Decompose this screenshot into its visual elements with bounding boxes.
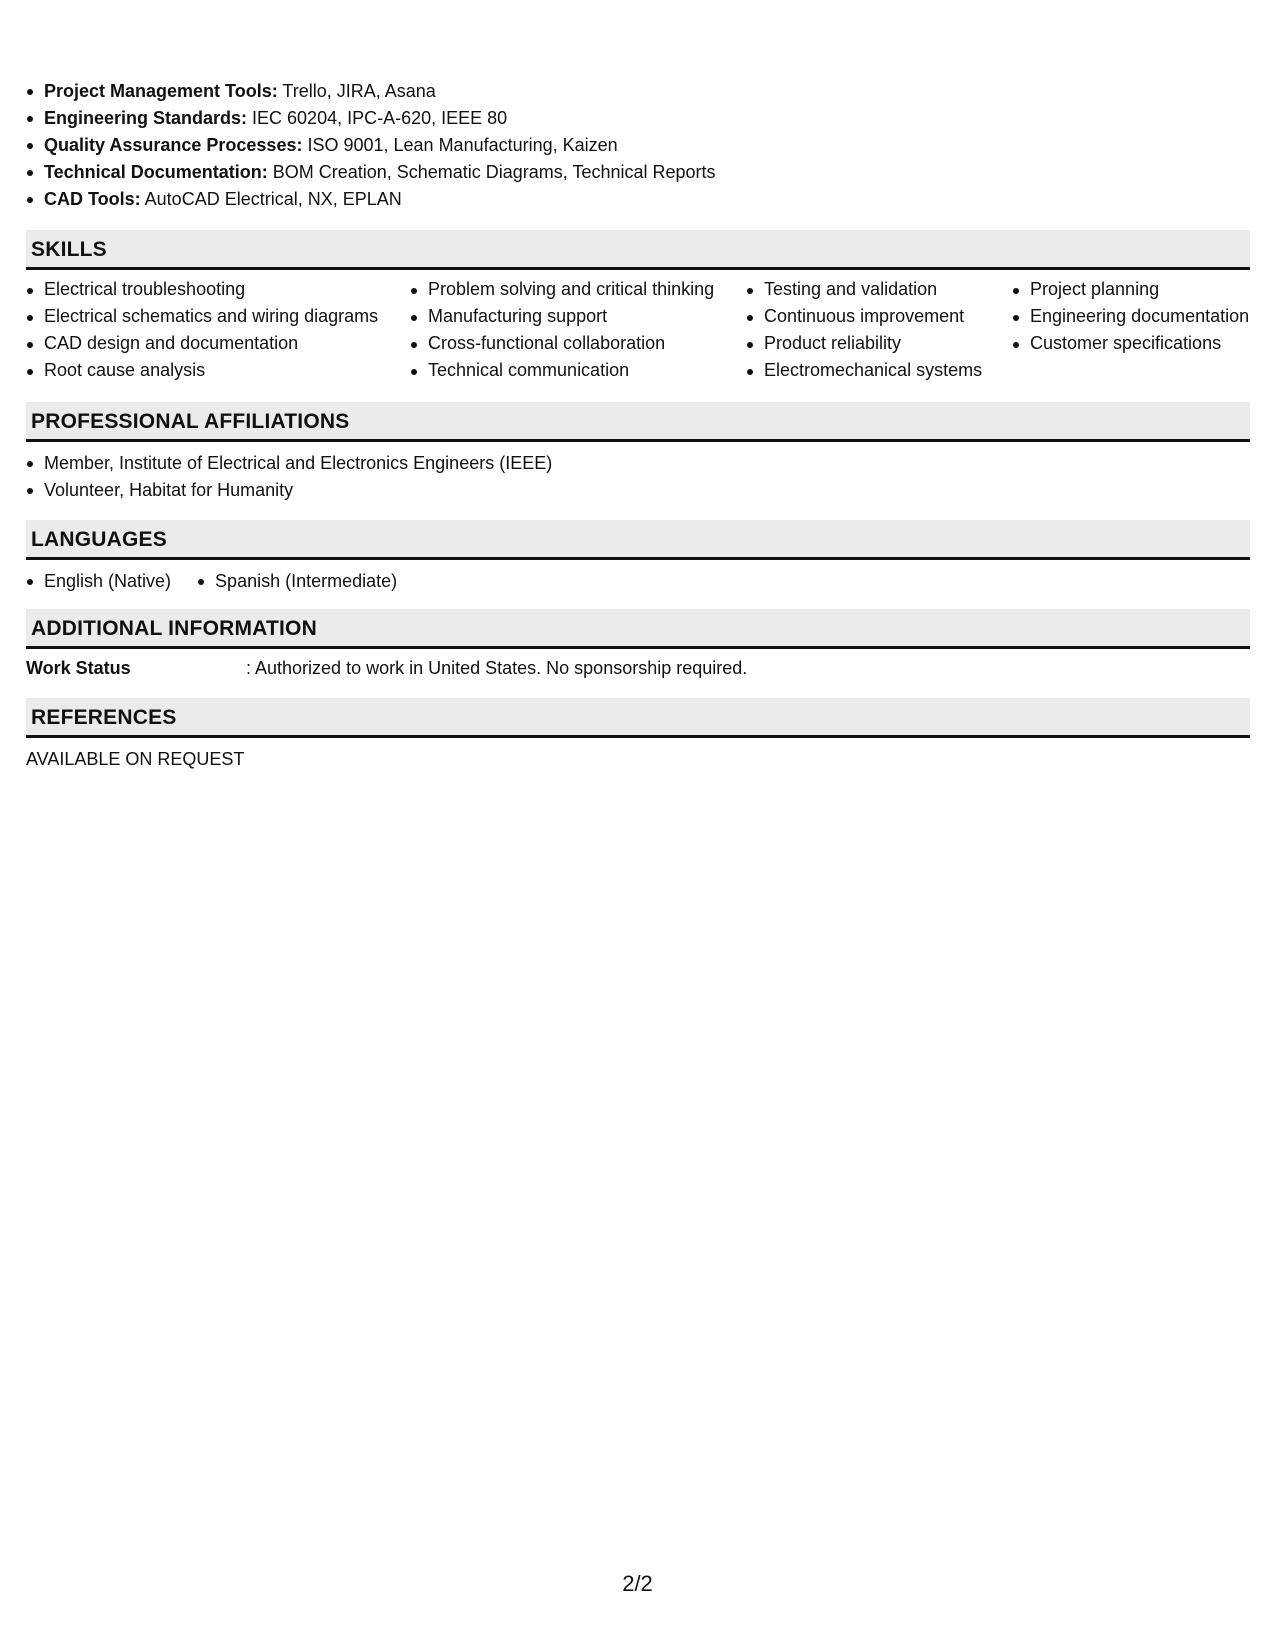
tool-item-quality-assurance: Quality Assurance Processes: ISO 9001, Lean Manufacturing, Kaizen: [26, 132, 1250, 159]
affiliations-list: [26, 450, 1250, 504]
references-heading: REFERENCES: [26, 698, 1250, 738]
work-status-label: Work Status: [26, 658, 131, 678]
skills-column-4: [1012, 277, 1250, 385]
tools-list: [26, 78, 1250, 213]
languages-list: [26, 568, 1250, 595]
page-number: 2/2: [622, 1571, 653, 1596]
skill-item: Electromechanical systems: [746, 358, 1012, 383]
skill-item: Customer specifications: [1012, 331, 1250, 356]
affiliations-heading: PROFESSIONAL AFFILIATIONS: [26, 402, 1250, 442]
affiliation-item: Volunteer, Habitat for Humanity: [26, 477, 1250, 504]
skill-item: Product reliability: [746, 331, 1012, 356]
skill-item: Manufacturing support: [410, 304, 746, 329]
tool-item-cad-tools: CAD Tools: AutoCAD Electrical, NX, EPLAN: [26, 186, 1250, 213]
skill-item: Continuous improvement: [746, 304, 1012, 329]
skills-heading: SKILLS: [26, 230, 1250, 270]
skill-item: Problem solving and critical thinking: [410, 277, 746, 302]
work-status-value: : Authorized to work in United States. No sponsorship required.: [246, 658, 748, 678]
languages-heading: LANGUAGES: [26, 520, 1250, 560]
language-item: Spanish (Intermediate): [197, 568, 397, 595]
tool-item-technical-documentation: Technical Documentation: BOM Creation, Schematic Diagrams, Technical Reports: [26, 159, 1250, 186]
skills-grid: [26, 277, 1250, 385]
work-status-row: [26, 655, 1250, 682]
tool-item-engineering-standards: Engineering Standards: IEC 60204, IPC-A-620, IEEE 80: [26, 105, 1250, 132]
skill-item: Cross-functional collaboration: [410, 331, 746, 356]
resume-page: [26, 78, 1250, 773]
language-item: English (Native): [26, 568, 171, 595]
references-text: AVAILABLE ON REQUEST: [26, 749, 245, 769]
skill-item: CAD design and documentation: [26, 331, 410, 356]
skill-item: Root cause analysis: [26, 358, 410, 383]
affiliation-item: Member, Institute of Electrical and Electronics Engineers (IEEE): [26, 450, 1250, 477]
tool-item-project-management: Project Management Tools: Trello, JIRA, Asana: [26, 78, 1250, 105]
skill-item: Electrical schematics and wiring diagrams: [26, 304, 410, 329]
skill-item: Testing and validation: [746, 277, 1012, 302]
skill-item: Engineering documentation: [1012, 304, 1250, 329]
skills-column-3: [746, 277, 1012, 385]
skill-item: Technical communication: [410, 358, 746, 383]
skills-column-2: [410, 277, 746, 385]
skill-item: Electrical troubleshooting: [26, 277, 410, 302]
additional-info-heading: ADDITIONAL INFORMATION: [26, 609, 1250, 649]
skill-item: Project planning: [1012, 277, 1250, 302]
skills-column-1: [26, 277, 410, 385]
